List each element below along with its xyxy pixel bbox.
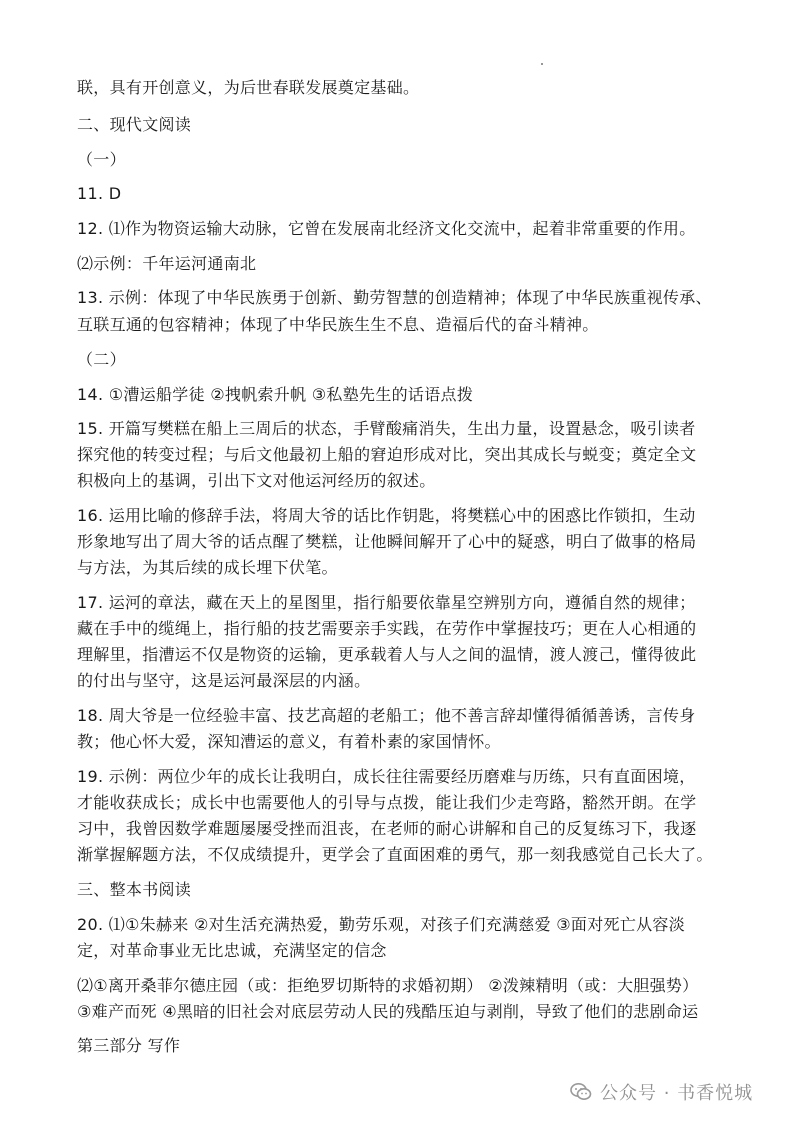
subsection-heading: （一）	[77, 150, 126, 169]
answer-line: 19. 示例：两位少年的成长让我明白，成长往往需要经历磨难与历练，只有直面困境，	[77, 767, 696, 786]
answer-line: 13. 示例：体现了中华民族勇于创新、勤劳智慧的创造精神；体现了中华民族重视传承、	[77, 288, 712, 307]
answer-line: 16. 运用比喻的修辞手法，将周大爷的话比作钥匙，将樊糕心中的困惑比作锁扣，生动	[77, 506, 696, 525]
wechat-icon	[570, 1082, 592, 1102]
answer-line: 教；他心怀大爱，深知漕运的意义，有着朴素的家国情怀。	[77, 732, 501, 751]
answer-line: 探究他的转变过程；与后文他最初上船的窘迫形成对比，突出其成长与蜕变；奠定全文	[77, 445, 697, 464]
answer-line: 的付出与坚守，这是运河最深层的内涵。	[77, 671, 371, 690]
section-heading: 三、整本书阅读	[77, 880, 192, 899]
answer-line: 才能收获成长；成长中也需要他人的引导与点拨，能让我们少走弯路，豁然开朗。在学	[77, 793, 697, 812]
section-heading: 二、现代文阅读	[77, 115, 192, 134]
watermark	[570, 1079, 753, 1105]
answer-line: 12. ⑴作为物资运输大动脉，它曾在发展南北经济文化交流中，起着非常重要的作用。	[77, 219, 696, 238]
answer-line: 14. ①漕运船学徒 ②拽帆索升帆 ③私塾先生的话语点拨	[77, 385, 474, 404]
answer-line: ③难产而死 ④黑暗的旧社会对底层劳动人民的残酷压迫与剥削，导致了他们的悲剧命运	[77, 1002, 699, 1021]
answer-line: 藏在手中的缆绳上，指行船的技艺需要亲手实践，在劳作中掌握技巧；更在人心相通的	[77, 619, 697, 638]
answer-line: 理解里，指漕运不仅是物资的运输，更承载着人与人之间的温情，渡人渡己，懂得彼此	[77, 645, 697, 664]
answer-line: 习中，我曾因数学难题屡屡受挫而沮丧，在老师的耐心讲解和自己的反复练习下，我逐	[77, 819, 697, 838]
section-heading: 第三部分 写作	[77, 1036, 181, 1055]
answer-line: 11. D	[77, 184, 122, 203]
watermark-label: 公众号 · 书香悦城	[600, 1083, 754, 1104]
answer-line: ⑵①离开桑菲尔德庄园（或：拒绝罗切斯特的求婚初期） ②泼辣精明（或：大胆强势）	[77, 976, 699, 995]
answer-line: 渐掌握解题方法，不仅成绩提升，更学会了直面困难的勇气，那一刻我感觉自己长大了。	[77, 845, 713, 864]
answer-line: 20. ⑴①朱赫来 ②对生活充满热爱，勤劳乐观，对孩子们充满慈爱 ③面对死亡从容淡	[77, 915, 686, 934]
answer-line: 18. 周大爷是一位经验丰富、技艺高超的老船工；他不善言辞却懂得循循善诱，言传身	[77, 706, 696, 725]
answer-line: 形象地写出了周大爷的话点醒了樊糕，让他瞬间解开了心中的疑惑，明白了做事的格局	[77, 532, 697, 551]
subsection-heading: （二）	[77, 350, 126, 369]
answer-line: 15. 开篇写樊糕在船上三周后的状态，手臂酸痛消失，生出力量，设置悬念，吸引读者	[77, 419, 696, 438]
answer-line: 互联互通的包容精神；体现了中华民族生生不息、造福后代的奋斗精神。	[77, 315, 599, 334]
answer-line: 积极向上的基调，引出下文对他运河经历的叙述。	[77, 471, 436, 490]
speck	[541, 63, 543, 65]
answer-line: 与方法，为其后续的成长埋下伏笔。	[77, 558, 338, 577]
text-line: 联，具有开创意义，为后世春联发展奠定基础。	[77, 78, 420, 97]
answer-line: 17. 运河的章法，藏在天上的星图里，指行船要依靠星空辨别方向，遵循自然的规律；	[77, 593, 696, 612]
answer-line: 定，对革命事业无比忠诚，充满坚定的信念	[77, 941, 387, 960]
answer-line: ⑵示例：千年运河通南北	[77, 254, 257, 273]
